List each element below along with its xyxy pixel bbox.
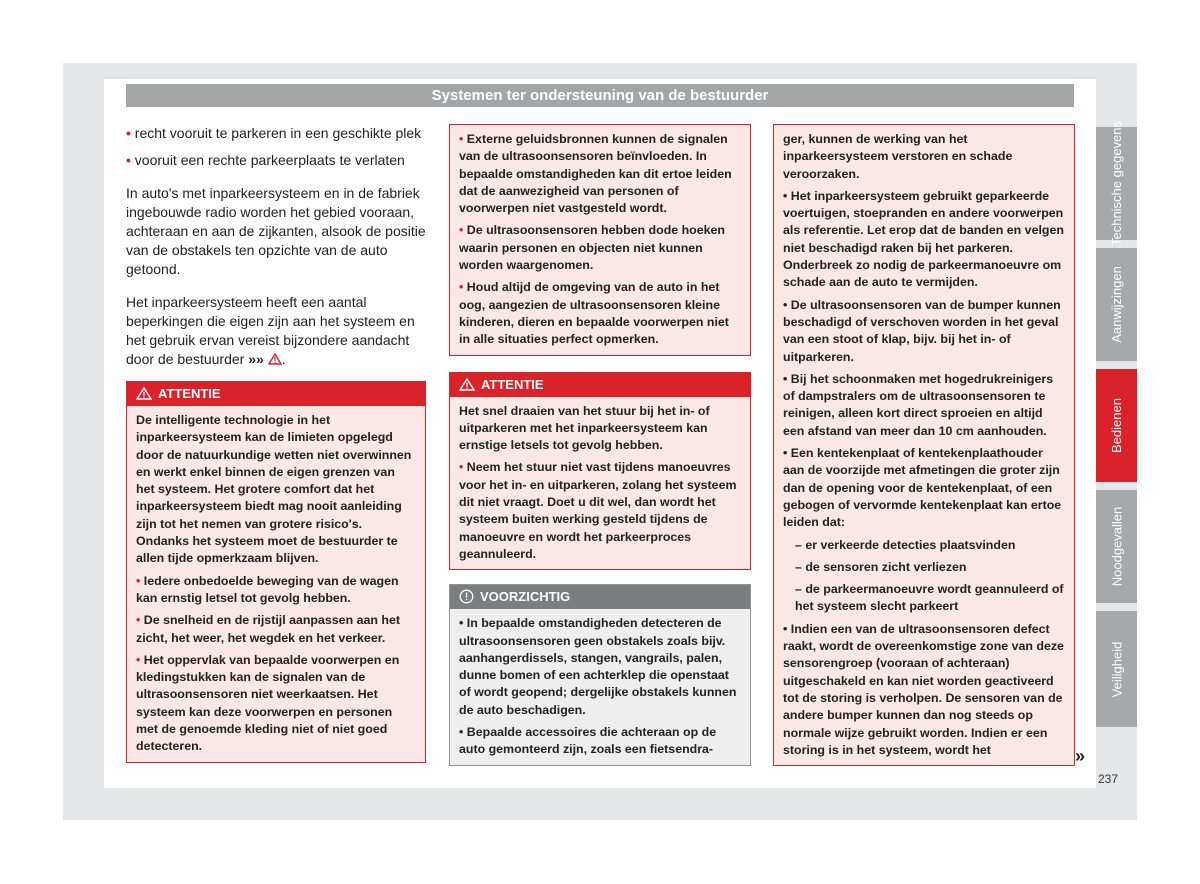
warning-body: De intelligente technologie in het inparkeersysteem kan de limieten opgelegd door de natuurkundige wetten niet overwinnen en werkt enkel binnen de eigen grenzen van het systeem. Het grotere comfort dat het inparkeersysteem biedt mag nooit aanleiding zijn tot het nemen van grotere risico's. Ondanks het systeem moet de bestuurder te allen tijde opmerkzaam blijven. • Iedere onbedoelde beweging van de wagen kan ernstig letsel tot gevolg hebben. • De snelheid en de rijstijl aanpassen aan het zicht, het weer, het wegdek en het verkeer. • Het oppervlak van bepaalde voorwerpen en kledingstukken kan de signalen van de ultrasoonsensoren niet weerkaatsen. Het systeem kan deze voorwerpen en personen met de genoemde kleding niet of niet goed detecteren. bbox=[127, 406, 425, 762]
warning-box bbox=[126, 381, 426, 763]
tab-noodgevallen[interactable]: Noodgevallen bbox=[1096, 490, 1137, 603]
warning-box bbox=[449, 372, 751, 571]
warning-triangle-icon bbox=[459, 378, 475, 391]
warning-triangle-icon bbox=[136, 387, 152, 400]
warning-body: Het snel draaien van het stuur bij het in- of uitparkeren met het inparkeersysteem kan ernstige letsels tot gevolg hebben. • Neem het stuur niet vast tijdens manoeuvres voor het in- en uitparkeren, zolang het systeem dit niet vraagt. Doet u dit wel, dan wordt het systeem buiten werking gesteld tijdens de manoeuvre en wordt het parkeerproces geannuleerd. bbox=[450, 397, 750, 570]
tab-veiligheid[interactable]: Veiligheid bbox=[1096, 611, 1137, 727]
warning-body: ger, kunnen de werking van het inparkeersysteem verstoren en schade veroorzaken. • Het inparkeersysteem gebruikt geparkeerde voertuigen, stoepranden en andere voorwerpen als referentie. Let erop dat de banden en velgen niet beschadigd raken bij het parkeren. Onderbreek zo nodig de parkeermanoeuvre om schade aan de auto te vermijden. • De ultrasoonsensoren van de bumper kunnen beschadigd of verschoven worden in het geval van een stoot of klap, bijv. bij het in- of uitparkeren. • Bij het schoonmaken met hogedrukreinigers of dampstralers om de ultrasoonsensoren te reinigen, alleen kort direct sproeien en altijd een afstand van meer dan 10 cm aanhouden. • Een kentekenplaat of kentekenplaathouder aan de voorzijde met afmetingen die groter zijn dan de opening voor de kentekenplaat, of een gebogen of vervormde kentekenplaat kan ertoe leiden dat: – er verkeerde detecties plaatsvinden – de sensoren zicht verliezen – de parkeermanoeuvre wordt geannuleerd of het systeem slecht parkeert • Indien een van de ultrasoonsensoren defect raakt, wordt de overeenkomstige zone van deze sensorengroep (vooraan of achteraan) uitgeschakeld en kan niet worden geactiveerd tot de storing is verholpen. De sensoren van de andere bumper kunnen dan nog steeds op normale wijze gebruikt worden. Indien er een storing is in het systeem, wordt het bbox=[774, 125, 1074, 765]
list-item: • Bepaalde accessoires die achteraan op de auto gemonteerd zijn, zoals een fietsendra- bbox=[459, 725, 717, 757]
caution-box bbox=[449, 584, 751, 765]
list-item: • De snelheid en de rijstijl aanpassen aan het zicht, het weer, het wegdek en het verkeer. bbox=[136, 613, 400, 645]
list-item: • De ultrasoonsensoren van de bumper kunnen beschadigd of verschoven worden in het geval van een stoot of klap, bijv. bij het in- of uitparkeren. bbox=[783, 297, 1061, 364]
tab-technische-gegevens[interactable]: Technische gegevens bbox=[1096, 127, 1137, 240]
warning-box-continued bbox=[773, 124, 1075, 766]
column-2 bbox=[449, 124, 751, 766]
section-header: Systemen ter ondersteuning van de bestuurder bbox=[126, 84, 1074, 107]
list-item: • De ultrasoonsensoren hebben dode hoeken waarin personen en objecten niet kunnen worden waargenomen. bbox=[459, 223, 725, 273]
column-3 bbox=[773, 124, 1075, 766]
warning-body bbox=[450, 125, 750, 355]
tab-aanwijzingen[interactable]: Aanwijzingen bbox=[1096, 248, 1137, 361]
list-item: • Neem het stuur niet vast tijdens manoeuvres voor het in- en uitparkeren, zolang het systeem dit niet vraagt. Doet u dit wel, dan wordt het systeem buiten werking gesteld tijdens de manoeuvre en wordt het parkeerproces geannuleerd. bbox=[459, 460, 737, 561]
column-1 bbox=[126, 124, 426, 763]
caution-body bbox=[450, 609, 750, 764]
list-item: • recht vooruit te parkeren in een geschikte plek bbox=[126, 125, 422, 141]
continue-mark: » bbox=[1075, 746, 1086, 766]
body-paragraph: Het inparkeersysteem heeft een aantal beperkingen die eigen zijn aan het systeem en het gebruik ervan vereist bijzondere aandacht door de bestuurder »» . bbox=[126, 294, 415, 367]
list-item: • Houd altijd de omgeving van de auto in het oog, aangezien de ultrasoonsensoren kleine kinderen, dieren en bepaalde voorwerpen niet in alle situaties perfect opmerken. bbox=[459, 280, 729, 347]
dash-item: – er verkeerde detecties plaatsvinden bbox=[795, 537, 1016, 552]
dash-item: – de parkeermanoeuvre wordt geannuleerd of het systeem slecht parkeert bbox=[795, 582, 1064, 614]
continue-arrows: »» bbox=[248, 351, 264, 367]
info-circle-icon bbox=[459, 589, 474, 604]
tab-bedienen[interactable]: Bedienen bbox=[1096, 369, 1137, 482]
list-item: • Een kentekenplaat of kentekenplaathouder aan de voorzijde met afmetingen die groter zijn dan de opening voor de kentekenplaat, of een gebogen of vervormde kentekenplaat kan ertoe leiden dat: bbox=[783, 446, 1062, 530]
list-item: • vooruit een rechte parkeerplaats te verlaten bbox=[126, 152, 405, 168]
warning-box-continued bbox=[449, 124, 751, 356]
warning-header: ATTENTIE bbox=[127, 382, 425, 406]
caution-header: VOORZICHTIG bbox=[450, 585, 750, 609]
page-number: 237 bbox=[1098, 772, 1119, 786]
dash-item: – de sensoren zicht verliezen bbox=[795, 559, 967, 574]
body-paragraph: In auto's met inparkeersysteem en in de fabriek ingebouwde radio worden het gebied vooraan, achteraan en aan de zijkanten, alsook de positie van de obstakels ten opzichte van de auto getoond. bbox=[126, 185, 426, 277]
list-item: • Bij het schoonmaken met hogedrukreinigers of dampstralers om de ultrasoonsensoren te reinigen, alleen kort direct sproeien en altijd een afstand van meer dan 10 cm aanhouden. bbox=[783, 371, 1054, 438]
list-item: • Het inparkeersysteem gebruikt geparkeerde voertuigen, stoepranden en andere voorwerpen als referentie. Let erop dat de banden en velgen niet beschadigd raken bij het parkeren. Onderbreek zo nodig de parkeermanoeuvre om schade aan de auto te vermijden. bbox=[783, 188, 1064, 290]
list-item: • Iedere onbedoelde beweging van de wagen kan ernstig letsel tot gevolg hebben. bbox=[136, 573, 399, 605]
warning-header: ATTENTIE bbox=[450, 373, 750, 397]
list-item: • In bepaalde omstandigheden detecteren de ultrasoonsensoren geen obstakels zoals bijv. aanhangerdissels, stangen, vangrails, palen, dunne bomen of een achterklep die openstaat of wordt geopend; dergelijke obstakels kunnen de auto beschadigen. bbox=[459, 616, 737, 717]
list-item: • Het oppervlak van bepaalde voorwerpen en kledingstukken kan de signalen van de ultrasoonsensoren niet weerkaatsen. Het systeem kan deze voorwerpen en personen met de genoemde kleding niet of niet goed detecteren. bbox=[136, 652, 400, 754]
list-item: • Externe geluidsbronnen kunnen de signalen van de ultrasoonsensoren beïnvloeden. In bepaalde omstandigheden kan dit ertoe leiden dat de aanwezigheid van personen of voorwerpen niet vastgesteld wordt. bbox=[459, 132, 732, 216]
warning-triangle-icon bbox=[268, 353, 282, 365]
list-item: • Indien een van de ultrasoonsensoren defect raakt, wordt de overeenkomstige zone van deze sensorengroep (vooraan of achteraan) uitgeschakeld en kan niet worden geactiveerd tot de storing is verholpen. De sensoren van de andere bumper kunnen dan nog steeds op normale wijze gebruikt worden. Indien er een storing is in het systeem, wordt het bbox=[783, 621, 1064, 757]
